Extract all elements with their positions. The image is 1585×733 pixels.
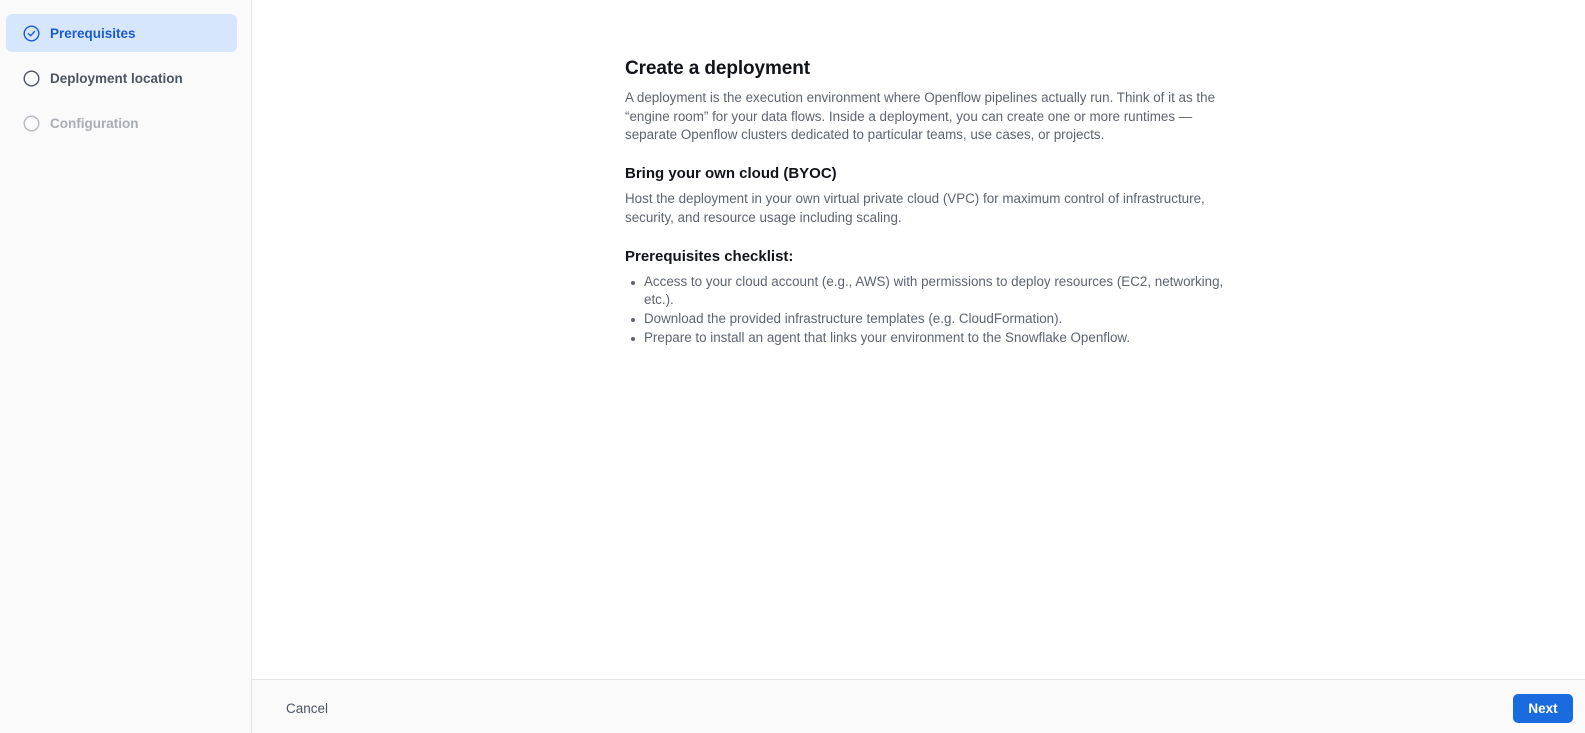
checklist-heading: Prerequisites checklist: [625, 247, 794, 265]
intro-text: A deployment is the execution environment where Openflow pipelines actually run. Think of it as the “engine room” for your data flows. Inside a deployment, you can create one or more runtimes — separate Openflow clusters dedicated to particular teams, use cases, or projects. [625, 90, 1216, 143]
wizard-footer [252, 679, 1585, 733]
empty-circle-icon [23, 70, 40, 87]
prerequisites-content [625, 58, 1235, 347]
checklist-item: Prepare to install an agent that links your environment to the Snowflake Openflow. [625, 329, 1235, 348]
byoc-text: Host the deployment in your own virtual private cloud (VPC) for maximum control of infrastructure, security, and resource usage including scaling. [625, 191, 1205, 225]
byoc-heading: Bring your own cloud (BYOC) [625, 165, 837, 183]
wizard-steps-sidebar [0, 0, 252, 733]
page-title: Create a deployment [625, 58, 810, 79]
check-circle-icon [23, 25, 40, 42]
empty-circle-icon [23, 115, 40, 132]
step-deployment-location[interactable] [6, 59, 237, 97]
checklist-item: Download the provided infrastructure templates (e.g. CloudFormation). [625, 310, 1235, 329]
next-button[interactable]: Next [1513, 694, 1573, 723]
main-panel [252, 0, 1585, 733]
step-label: Prerequisites [50, 25, 136, 41]
step-configuration [6, 104, 237, 142]
step-label: Configuration [50, 115, 139, 131]
prerequisites-checklist [625, 273, 1235, 348]
cancel-button[interactable]: Cancel [272, 695, 342, 722]
checklist-item: Access to your cloud account (e.g., AWS) with permissions to deploy resources (EC2, networking, etc.). [625, 273, 1235, 310]
step-prerequisites[interactable] [6, 14, 237, 52]
step-label: Deployment location [50, 70, 183, 86]
